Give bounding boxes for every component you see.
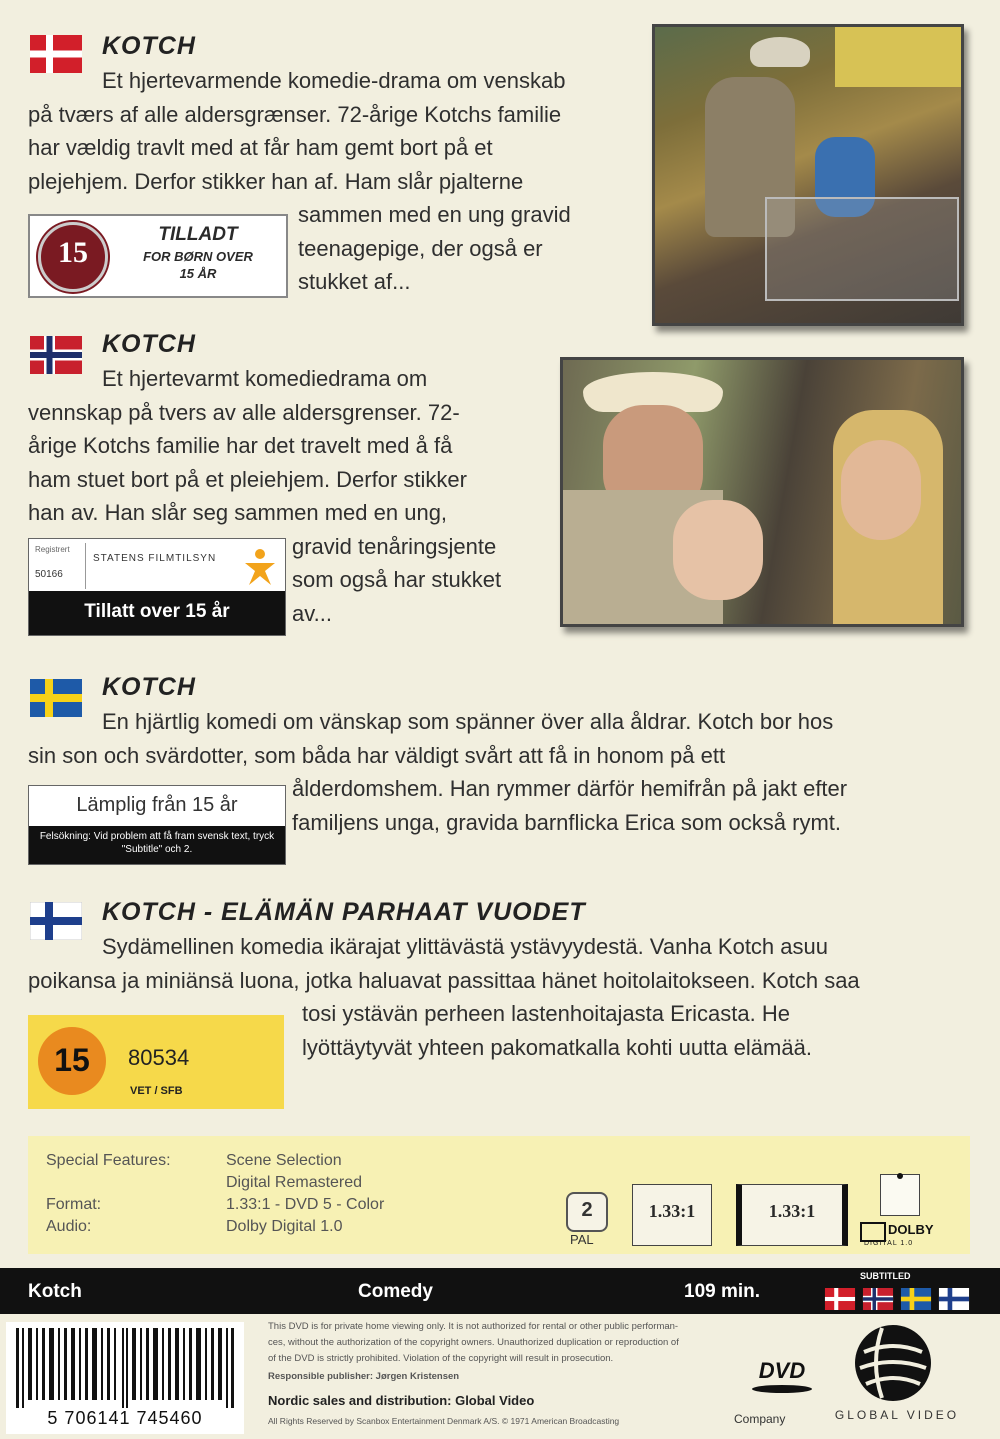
rating-note: Felsökning: Vid problem att få fram svensk text, tryck "Subtitle" och 2. — [39, 831, 275, 855]
text-line: lyöttäytyvät yhteen pakomatkalla kohti uutta elämää. — [302, 1034, 812, 1060]
photo-supermarket — [652, 24, 964, 326]
danish-flag-icon — [824, 1288, 856, 1310]
reg-label: Registrert — [35, 545, 70, 554]
format-label: Format: — [46, 1196, 102, 1213]
text-line: ålderdomshem. Han rymmer därför hemifrån på jakt efter — [292, 776, 848, 801]
barcode-area — [6, 1322, 244, 1434]
text-line: stukket af... — [298, 269, 411, 294]
band-genre: Comedy — [358, 1281, 433, 1302]
rating-line: 15 ÅR — [179, 266, 217, 281]
photo-three-people — [560, 357, 964, 627]
aspect-ratio-framed-icon — [736, 1184, 848, 1246]
dolby-logo — [860, 1220, 942, 1246]
finnish-rating-badge — [28, 1015, 284, 1109]
authority-name: STATENS FILMTILSYN — [93, 553, 217, 564]
star-person-icon — [243, 547, 277, 587]
legal-line: Responsible publisher: Jørgen Kristensen — [268, 1371, 460, 1382]
special-feature-2: Digital Remastered — [226, 1174, 363, 1191]
norwegian-title: KOTCH — [102, 330, 196, 358]
finnish-title: KOTCH - ELÄMÄN PARHAAT VUODET — [102, 898, 586, 926]
text-line: Et hjertevarmende komedie-drama om venskab — [102, 68, 566, 93]
dolby-text: DOLBY — [888, 1222, 934, 1237]
dvd-logo-text: DVD — [758, 1358, 806, 1383]
rights-text: All Rights Reserved by Scanbox Entertainment Denmark A/S. © 1971 American Broadcasting — [268, 1416, 620, 1426]
rating-number: 15 — [58, 236, 88, 269]
dolby-sub: DIGITAL 1.0 — [864, 1240, 914, 1247]
text-line: Sydämellinen komedia ikärajat ylittävästä ystävyydestä. Vanha Kotch asuu — [102, 934, 828, 959]
rating-authority: VET / SFB — [130, 1085, 183, 1097]
rating-line: FOR BØRN OVER — [143, 249, 253, 264]
text-line: ham stuet bort på et pleiehjem. Derfor stikker — [28, 466, 467, 492]
format-value: 1.33:1 - DVD 5 - Color — [226, 1196, 385, 1213]
company-text: Company — [734, 1412, 786, 1426]
legal-text — [268, 1320, 808, 1383]
text-line: teenagepige, der også er — [298, 235, 543, 261]
special-feature-1: Scene Selection — [226, 1152, 342, 1169]
text-line: tosi ystävän perheen lastenhoitajasta Ericasta. He — [302, 1001, 790, 1026]
norwegian-rating-badge — [28, 538, 286, 636]
dvd-logo — [742, 1358, 822, 1398]
barcode-icon — [16, 1328, 236, 1408]
globe-logo-icon — [852, 1322, 934, 1404]
band-title: Kotch — [28, 1281, 82, 1302]
danish-title: KOTCH — [102, 32, 196, 60]
barcode-number: 5 706141 745460 — [47, 1408, 203, 1428]
ratio-text: 1.33:1 — [768, 1201, 816, 1221]
legal-line: ces, without the authorization of the copyright owners. Unauthorized duplication or reproduction of — [268, 1337, 679, 1348]
text-line: årige Kotchs familie har det travelt med å få — [28, 433, 453, 458]
rating-code: 80534 — [128, 1045, 190, 1070]
legal-line: of the DVD is strictly prohibited. Violation of the copyright will result in prosecution. — [268, 1353, 614, 1364]
region-number: 2 — [581, 1199, 593, 1221]
reg-number: 50166 — [35, 569, 63, 580]
swedish-title: KOTCH — [102, 673, 196, 701]
text-line: poikansa ja miniänsä luona, jotka haluavat passittaa hänet hoitolaitokseen. Kotch saa — [28, 967, 860, 993]
text-line: har vældig travlt med at får ham gemt bort på et — [28, 135, 493, 160]
text-line: Et hjertevarmt komediedrama om — [102, 366, 428, 391]
text-line: han av. Han slår seg sammen med en ung, — [28, 500, 448, 525]
distribution-text: Nordic sales and distribution: Global Video — [268, 1393, 535, 1408]
aspect-ratio-icon — [632, 1184, 712, 1246]
region-icon — [566, 1192, 608, 1232]
pal-label: PAL — [570, 1232, 594, 1247]
finnish-flag-icon — [938, 1288, 970, 1310]
norwegian-flag-icon — [862, 1288, 894, 1310]
ratio-text: 1.33:1 — [648, 1201, 696, 1221]
speaker-icon — [880, 1174, 920, 1216]
brand-name: GLOBAL VIDEO — [834, 1408, 960, 1422]
danish-rating-badge — [28, 214, 288, 298]
text-line: sammen med en ung gravid — [298, 202, 571, 227]
special-features-label: Special Features: — [46, 1152, 171, 1169]
text-line: familjens unga, gravida barnflicka Erica som också rymt. — [292, 809, 841, 835]
text-line: vennskap på tvers av alle aldersgrenser. 72- — [28, 399, 460, 425]
audio-value: Dolby Digital 1.0 — [226, 1218, 343, 1235]
rating-text: Tillatt over 15 år — [84, 601, 230, 622]
swedish-flag-icon — [900, 1288, 932, 1310]
text-line: sin son och svärdotter, som båda har väldigt svårt att få in honom på ett — [28, 742, 726, 768]
band-runtime: 109 min. — [684, 1281, 761, 1302]
audio-label: Audio: — [46, 1218, 92, 1235]
rating-text: Lämplig från 15 år — [76, 794, 238, 816]
text-line: gravid tenåringsjente — [292, 533, 497, 559]
text-line: plejehjem. Derfor stikker han af. Ham slår pjalterne — [28, 168, 524, 194]
legal-line: This DVD is for private home viewing only. It is not authorized for rental or other public performan- — [268, 1321, 679, 1332]
subtitled-label: SUBTITLED — [860, 1271, 911, 1281]
rating-line: TILLADT — [158, 224, 238, 245]
text-line: som også har stukket — [292, 567, 502, 592]
text-line: av... — [292, 600, 332, 626]
text-line: på tværs af alle aldersgrænser. 72-årige Kotchs familie — [28, 101, 562, 127]
text-line: En hjärtlig komedi om vänskap som spänner över alla åldrar. Kotch bor hos — [102, 709, 834, 734]
rating-number: 15 — [54, 1042, 90, 1078]
swedish-rating-badge — [28, 785, 286, 865]
